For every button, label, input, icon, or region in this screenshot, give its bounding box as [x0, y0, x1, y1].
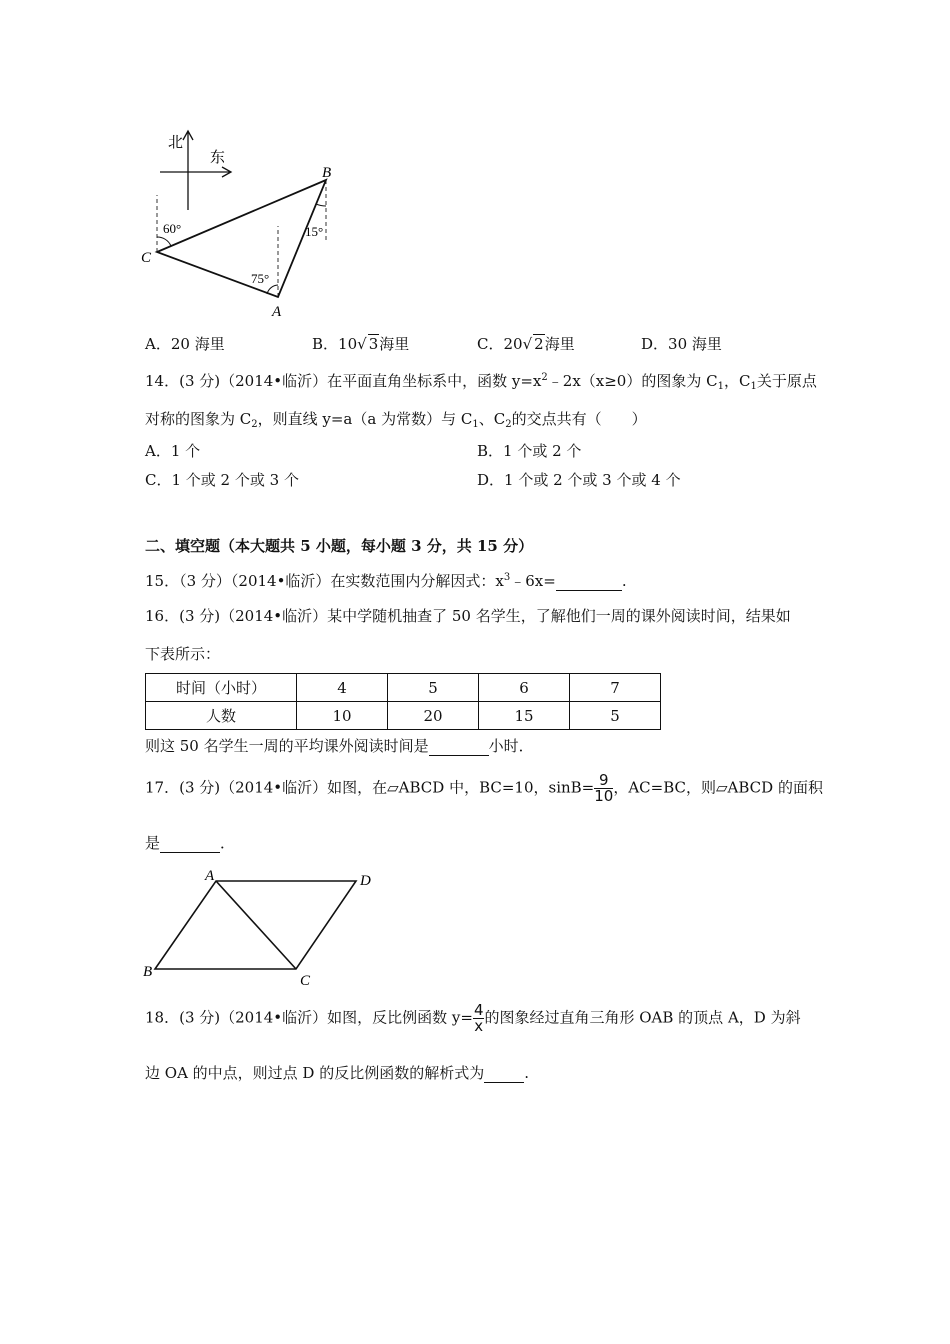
q15-answer-blank[interactable]: [556, 572, 622, 591]
q16-line2: 下表所示：: [145, 645, 221, 663]
label-c: C: [141, 250, 152, 266]
q15: [145, 570, 627, 591]
table-cell: 时间（小时）: [146, 674, 297, 702]
q14-option-a: A．1 个: [145, 442, 201, 460]
q18-answer-blank[interactable]: [484, 1064, 524, 1083]
table-cell: 7: [570, 674, 661, 702]
diagonal-ac: [216, 881, 296, 969]
label-b: B: [143, 964, 153, 980]
q13-option-c-prefix: C．: [477, 335, 504, 353]
label-d: D: [360, 873, 371, 889]
q13-option-b-coef: 10: [338, 335, 358, 353]
north-label: 北: [168, 135, 184, 151]
compass-triangle-figure: [130, 120, 350, 320]
q13-option-c-unit: 海里: [544, 335, 575, 353]
table-cell: 6: [479, 674, 570, 702]
q13-option-b: [312, 333, 409, 354]
q14-option-c: C．1 个或 2 个或 3 个: [145, 471, 299, 489]
east-label: 东: [210, 150, 226, 166]
angle-arc-b: [316, 204, 326, 206]
q17-end: ．: [220, 834, 236, 852]
angle-c-label: 60°: [163, 221, 182, 236]
fraction-denominator: x: [474, 1017, 484, 1035]
q16-answer-blank[interactable]: [429, 737, 489, 756]
table-cell: 15: [479, 702, 570, 730]
sqrt-2-radicand: 2: [534, 335, 544, 353]
q14-l1-sub1: 1: [717, 381, 724, 392]
q13-option-a: A．20 海里: [145, 335, 225, 353]
q17-l2: 是: [145, 834, 161, 852]
q15-sup: 3: [503, 572, 511, 583]
q13-option-c-coef: 20: [503, 335, 523, 353]
q17-line1: [145, 773, 823, 804]
q14-l1d: 关于原点: [756, 372, 817, 390]
q17-answer-blank[interactable]: [160, 834, 220, 853]
q14-l2b: ，则直线 y=a（a 为常数）与 C: [257, 410, 473, 428]
angle-arc-c: [157, 237, 171, 246]
q18-line1: [145, 1003, 801, 1034]
q16-after-a: 则这 50 名学生一周的平均课外阅读时间是: [145, 737, 429, 755]
q14-l1b: ﹣2x（x≥0）的图象为 C: [547, 372, 718, 390]
fraction-9-10: [594, 773, 613, 804]
q14-l2c: 、C: [478, 410, 506, 428]
label-b: B: [322, 165, 332, 181]
fraction-4-x: [473, 1003, 485, 1034]
q14-l1-sup: 2: [541, 372, 548, 383]
triangle-abc: [157, 180, 326, 297]
fraction-numerator: 9: [594, 773, 613, 789]
q14-l1c: ，C: [723, 372, 751, 390]
parallelogram-figure: [138, 862, 388, 987]
q14-l1-sub2: 1: [750, 381, 757, 392]
q14-l2-sub3: 2: [505, 419, 512, 430]
sqrt-2: √ 2: [522, 335, 544, 353]
label-c: C: [300, 973, 311, 987]
q17-b: ，AC=BC，则▱ABCD 的面积: [613, 778, 823, 797]
table-row: [146, 674, 661, 702]
section-2-title: 二、填空题（本大题共 5 小题，每小题 3 分，共 15 分）: [145, 537, 534, 555]
fraction-numerator: 4: [473, 1001, 484, 1019]
table-cell: 5: [388, 674, 479, 702]
sqrt-3-radicand: 3: [368, 335, 379, 353]
q14-l2-sub1: 2: [251, 419, 258, 430]
q18-line2: [145, 1062, 529, 1083]
table-cell: 5: [570, 702, 661, 730]
q15-b: ﹣6x=: [510, 572, 556, 590]
q17-a: 17．(3 分)（2014•临沂）如图，在▱ABCD 中，BC=10，sinB=: [145, 778, 595, 797]
label-a: A: [272, 304, 282, 320]
q14-l2a: 对称的图象为 C: [145, 410, 252, 428]
reading-time-table: [145, 673, 661, 730]
q14-l1a: 14．(3 分)（2014•临沂）在平面直角坐标系中，函数 y=x: [145, 372, 542, 390]
q14-l2d: 的交点共有（ ）: [511, 410, 647, 428]
q14-line2: [145, 408, 647, 429]
q14-option-d: D．1 个或 2 个或 3 个或 4 个: [477, 471, 681, 489]
q13-option-b-prefix: B．: [312, 335, 339, 353]
angle-a-label: 75°: [251, 271, 270, 286]
q14-line1: [145, 370, 817, 391]
q18-b: 的图象经过直角三角形 OAB 的顶点 A，D 为斜: [484, 1008, 801, 1027]
q18-a: 18．(3 分)（2014•临沂）如图，反比例函数 y=: [145, 1008, 473, 1027]
table-row: [146, 702, 661, 730]
table-cell: 10: [297, 702, 388, 730]
q17-line2: [145, 832, 235, 853]
q15-a: 15．（3 分）（2014•临沂）在实数范围内分解因式：x: [145, 572, 504, 590]
q16-after: [145, 735, 534, 756]
sqrt-3: √ 3: [357, 335, 379, 353]
q13-option-b-unit: 海里: [379, 335, 410, 353]
q18-l2: 边 OA 的中点，则过点 D 的反比例函数的解析式为: [145, 1064, 485, 1082]
table-cell: 人数: [146, 702, 297, 730]
q13-option-c: [477, 333, 575, 354]
angle-b-label: 15°: [305, 224, 324, 239]
q13-option-d: D．30 海里: [641, 335, 722, 353]
table-cell: 20: [388, 702, 479, 730]
q15-end: .: [621, 572, 627, 590]
fraction-denominator: 10: [594, 787, 614, 805]
label-a: A: [205, 868, 215, 884]
q14-option-b: B．1 个或 2 个: [477, 442, 582, 460]
table-cell: 4: [297, 674, 388, 702]
q14-l2-sub2: 1: [472, 419, 479, 430]
q16-line1: 16．(3 分)（2014•临沂）某中学随机抽查了 50 名学生，了解他们一周的课外阅读时间，结果如: [145, 607, 791, 625]
q16-after-b: 小时．: [488, 737, 534, 755]
q18-end: .: [524, 1064, 530, 1082]
